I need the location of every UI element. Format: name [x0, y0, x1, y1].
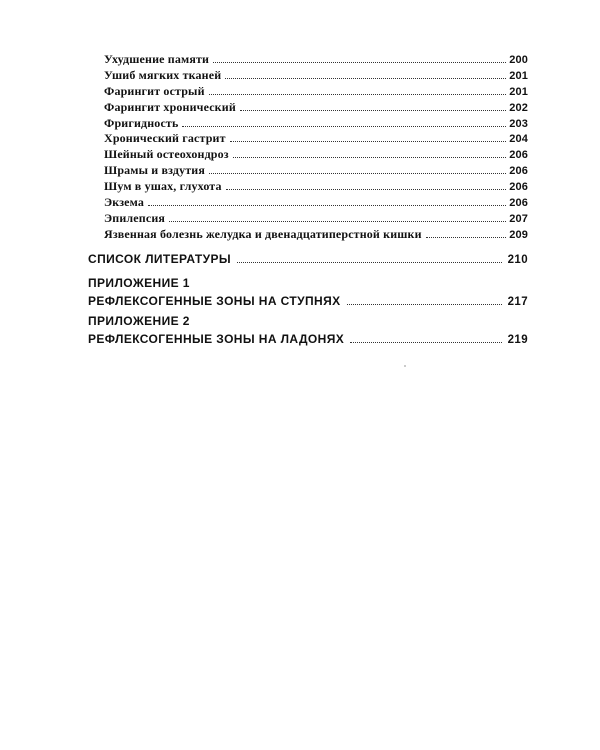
toc-entry [104, 211, 528, 227]
dot-leader [169, 221, 506, 222]
dot-leader [350, 342, 501, 343]
appendix-2-page: 219 [507, 334, 528, 346]
toc-entry-title: Шум в ушах, глухота [104, 179, 222, 194]
toc-entry-page: 207 [509, 212, 528, 225]
toc-entry [104, 227, 528, 243]
toc-entry-page: 202 [509, 101, 528, 114]
toc-appendix-2-entry [88, 332, 528, 350]
toc-entry-page: 206 [509, 197, 528, 210]
toc-entry-page: 200 [509, 54, 528, 66]
toc-entry-page: 206 [509, 149, 528, 162]
toc-main-section-list [88, 252, 528, 350]
toc-entry-page: 203 [509, 117, 528, 130]
appendix-1-title: РЕФЛЕКСОГЕННЫЕ ЗОНЫ НА СТУПНЯХ [88, 294, 341, 308]
scan-speck [404, 365, 406, 367]
dot-leader [209, 94, 507, 95]
toc-entry-page: 204 [509, 133, 528, 146]
toc-entry-title: Хронический гастрит [104, 131, 226, 146]
toc-entry-title: Шрамы и вздутия [104, 163, 206, 178]
toc-entry-page: 206 [509, 165, 528, 178]
toc-entry-title: Фарингит хронический [104, 99, 236, 114]
dot-leader [209, 173, 506, 174]
toc-entry [104, 100, 528, 116]
references-page: 210 [507, 254, 528, 266]
toc-subsection-list [104, 52, 528, 243]
toc-entry-title: Шейный остеохондроз [104, 147, 229, 162]
dot-leader [347, 304, 502, 305]
dot-leader [240, 110, 506, 111]
toc-entry [104, 147, 528, 163]
toc-entry-title: Экзема [104, 195, 145, 210]
toc-entry-title: Эпилепсия [104, 210, 166, 225]
references-title: СПИСОК ЛИТЕРАТУРЫ [88, 252, 232, 266]
toc-entry-title: Ушиб мягких тканей [104, 67, 222, 82]
toc-appendix-1-entry [88, 294, 528, 312]
dot-leader [237, 262, 502, 263]
dot-leader [225, 78, 506, 79]
dot-leader [213, 62, 506, 63]
appendix-1-label: ПРИЛОЖЕНИЕ 1 [88, 276, 190, 290]
toc-references-entry [88, 252, 528, 270]
toc-entry [104, 131, 528, 147]
toc-entry [104, 163, 528, 179]
dot-leader [148, 205, 506, 206]
appendix-1-page: 217 [507, 296, 528, 308]
dot-leader [426, 237, 507, 238]
toc-entry-page: 206 [509, 181, 528, 194]
toc-entry [104, 116, 528, 132]
toc-entry-title: Фарингит острый [104, 83, 205, 98]
toc-entry [104, 179, 528, 195]
appendix-2-title: РЕФЛЕКСОГЕННЫЕ ЗОНЫ НА ЛАДОНЯХ [88, 332, 345, 346]
dot-leader [182, 126, 506, 127]
appendix-2-label: ПРИЛОЖЕНИЕ 2 [88, 314, 190, 328]
spacer [88, 270, 528, 274]
toc-entry-page: 201 [509, 69, 528, 82]
toc-entry [104, 52, 528, 68]
dot-leader [226, 189, 507, 190]
dot-leader [233, 157, 506, 158]
toc-entry [104, 68, 528, 84]
toc-entry-page: 201 [509, 85, 528, 98]
dot-leader [230, 141, 507, 142]
toc-entry-title: Фригидность [104, 115, 179, 130]
toc-entry [104, 195, 528, 211]
toc-entry-title: Язвенная болезнь желудка и двенадцатиперстной кишки [104, 226, 422, 241]
toc-entry [104, 84, 528, 100]
toc-entry-page: 209 [509, 228, 528, 241]
toc-entry-title: Ухудшение памяти [104, 52, 210, 66]
